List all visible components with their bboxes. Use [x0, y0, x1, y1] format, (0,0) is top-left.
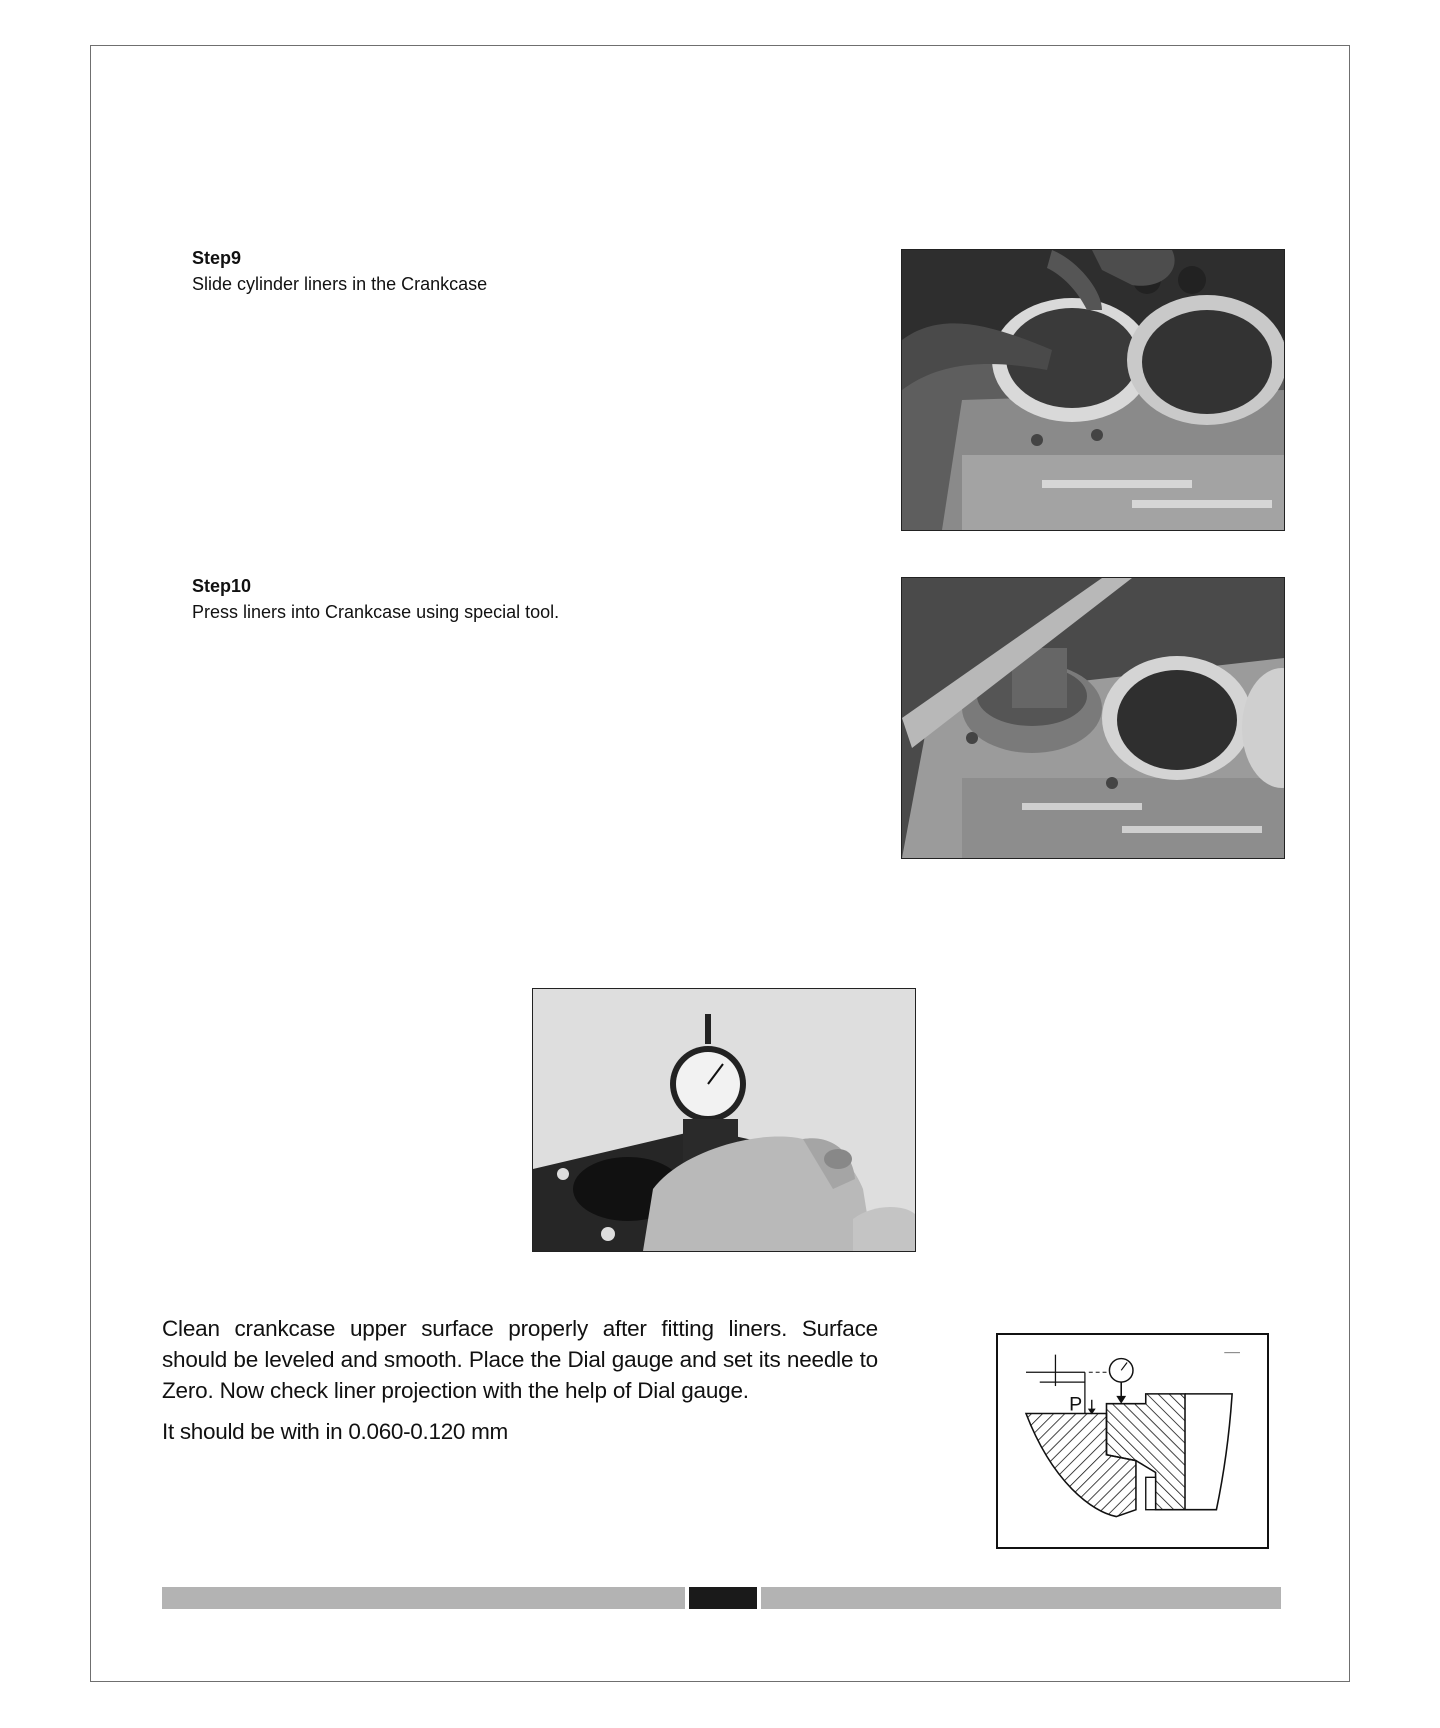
tolerance-text: It should be with in 0.060-0.120 mm: [162, 1419, 508, 1444]
footer-bar-left: [162, 1587, 685, 1609]
liner-projection-diagram: [996, 1333, 1269, 1549]
step-10-title: Step10: [192, 576, 252, 596]
projection-label: P: [1069, 1393, 1083, 1416]
photo-press-liners: [901, 577, 1285, 859]
instruction-paragraph: Clean crankcase upper surface properly after fitting liners. Surface should be leveled and smooth. Place the Dial gauge and set its needle to Zero. Now check liner projection with the help of Dial gauge.: [162, 1316, 878, 1403]
step-9-title: Step9: [192, 248, 242, 268]
step-9: [192, 246, 487, 296]
step-9-text: Slide cylinder liners in the Crankcase: [192, 274, 488, 294]
photo-slide-liners: [901, 249, 1285, 531]
photo-dial-gauge: [532, 988, 916, 1252]
step-10: [192, 574, 559, 624]
step-10-text: Press liners into Crankcase using special tool.: [192, 602, 560, 622]
footer-bar-right: [761, 1587, 1281, 1609]
footer-page-marker: [689, 1587, 757, 1609]
